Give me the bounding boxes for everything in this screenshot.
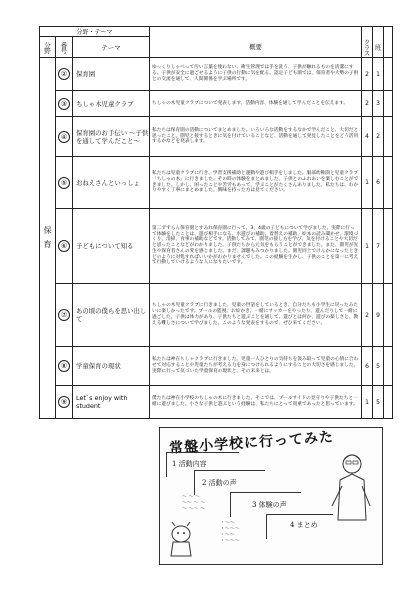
summary-header: 概要 xyxy=(150,37,362,58)
presentation-table xyxy=(39,26,393,419)
row-class: 1 xyxy=(362,386,373,419)
row-theme: あの頃の僕らを思い出して xyxy=(73,284,150,347)
step-label: 4 まとめ xyxy=(290,521,318,529)
group-header: 班 xyxy=(373,37,384,58)
class-header: クラス xyxy=(362,37,373,58)
row-theme: 保育園 xyxy=(73,58,150,91)
row-theme: ちしゃ木児童クラブ xyxy=(73,91,150,117)
row-number: ⑨ xyxy=(58,396,70,408)
row-class: 2 xyxy=(362,91,373,117)
row-class: 2 xyxy=(362,284,373,347)
row-summary: 私たちは保育園の活動についてまとめました。いろいろな活動をするなかで学んだこと、大切だと思ったこと。園児と接するときに気を付けていることなど、活動を通して発見したことをどう活用するかなどを発表します。 xyxy=(150,117,362,157)
row-class: 1 xyxy=(362,209,373,284)
row-summary: ちしゃの木児童クラブについて発表します。活動内容、体験を通して学んだことを伝えます。 xyxy=(150,91,362,117)
row-summary: ゆっくりしゃべって汚い言葉を使わない。衛生管理では手を洗う、子供が触れるものを清潔にする。子供が安全に過ごせるように子供の行動に気を配る。認定子ども園では、保育者や大勢の子供との交流を通して、人間関係を学ぶ場所です。 xyxy=(150,58,362,91)
row-theme: Let`s enjoy with student xyxy=(73,386,150,419)
row-group: 5 xyxy=(373,347,384,386)
step-label: 2 活動の声 xyxy=(202,479,237,487)
row-group: 2 xyxy=(373,117,384,157)
row-group: 7 xyxy=(373,209,384,284)
row-summary: 第二ずずらん保育園とすみれ保育園に行って、3、4歳の子どもについて学びました。実際に行って体験をしたことは、遊び相手になる、水遊びの補助、着替えの補助、絵本の読み聞かせ、環境づくり、清掃、食事の補助などです。活動してみて、園児の接し方を学び、気を付けることや大切だと思ったことなどがわかりました。子供たちから元気をもらうことができました。また、園児が先生や保育者さんの愛を感じました。まだ、課題もみつかりました。園児同士でけんかになったときどのように対処すればいいかがわかりませんでした。この経験を生かし、子供のことを第一に考えて行動していけるような人になりたいです。 xyxy=(150,209,362,284)
row-number: ⑤ xyxy=(58,177,70,189)
row-group: 1 xyxy=(373,58,384,91)
row-class: 4 xyxy=(362,117,373,157)
row-number: ③ xyxy=(58,98,70,110)
table-row xyxy=(40,284,393,347)
row-number: ⑧ xyxy=(58,360,70,372)
table-row xyxy=(40,347,393,386)
table-row xyxy=(40,386,393,419)
row-theme: 保育園のお手伝い ～子供を通して学んだこと～ xyxy=(73,117,150,157)
step-label: 3 体験の声 xyxy=(252,501,287,509)
row-summary: 僕たちは神在小学校のちしゃの木に行きました。そこでは、プールサイドの見守りや子供たちと一緒に遊びました。小さな子供と遊ぶという経験は、私たちにとって貴重であったと思っています。 xyxy=(150,386,362,419)
theme-header: テーマ xyxy=(73,37,150,58)
table-row xyxy=(40,157,393,209)
sketch-title: 常盤小学校に行ってみた xyxy=(168,429,335,457)
row-summary: 私たちは神在ちしゃクラブに行きました。児童一人ひとりの気持ちを汲み取って児童の心情に合わせて対応することや児童たちが考える力を身につけられるようにすることの大切さを感じました。実際に行って気づいた学童保育の現状と、その未来とは。 xyxy=(150,347,362,386)
row-group: 3 xyxy=(373,91,384,117)
handwritten-notes: 〜 〜 〜 〜〜 〜 〜 〜 〜〜 〜 xyxy=(182,494,206,512)
row-group: 9 xyxy=(373,284,384,347)
table-row xyxy=(40,91,393,117)
row-theme: おねえさんといっしょ xyxy=(73,157,150,209)
field-header: 分野 xyxy=(40,37,56,58)
table-row xyxy=(40,117,393,157)
student-drawing-icon xyxy=(328,450,372,528)
field-cell: 保育 xyxy=(40,58,56,419)
row-theme: 学童保育の現状 xyxy=(73,347,150,386)
row-number: ⑥ xyxy=(58,240,70,252)
row-class: 1 xyxy=(362,157,373,209)
table-header-top xyxy=(40,27,393,37)
row-class: 2 xyxy=(362,58,373,91)
table-header xyxy=(40,37,393,58)
row-theme: 子どもについて知る xyxy=(73,209,150,284)
row-class: 6 xyxy=(362,347,373,386)
step-label: 1 活動内容 xyxy=(172,460,207,468)
row-number: ④ xyxy=(58,131,70,143)
handwritten-list: ・〜〜 ・〜〜〜 ・〜〜 ・〜〜〜 xyxy=(220,520,241,544)
row-summary: ちしゃの木児童クラブに行きました。児童の世話をしているとき、自分たちも小学生に戻ったみたいに楽しかったです。プールの監視、お絵かき、一緒にサッカーをやったり、遊んだりして一緒に過ごした。子供は体力があり、子供たちと遊ぶことを通して、遊びとは何か、遊びの楽しさと、教える難しさについて学びました。このような発表をするので、ぜひ来てください。 xyxy=(150,284,362,347)
row-number: ⑦ xyxy=(58,309,70,321)
sketch-illustration xyxy=(159,427,383,565)
character-drawing-icon xyxy=(166,522,196,558)
number-header: 番号 xyxy=(56,37,73,58)
row-summary: 私たちは児童クラブに行き、学習支援補助と運動や遊び相手をしました。服部幼稚園と児童クラブ「ちしゃの木」に行きました。その時の体験をまとめました。子供とのふれあいを楽しむことができました。しかし、困ったことや苦労もあって、学ぶことがたくさんありました。私たちは、わかりやすく丁寧にまとめました。興味を持った方は見てください。 xyxy=(150,157,362,209)
row-group: 5 xyxy=(373,386,384,419)
table-row xyxy=(40,58,393,91)
row-group: 6 xyxy=(373,157,384,209)
field-theme-header: 分野・テーマ xyxy=(40,27,150,37)
row-number: ② xyxy=(58,68,70,80)
table-row xyxy=(40,209,393,284)
